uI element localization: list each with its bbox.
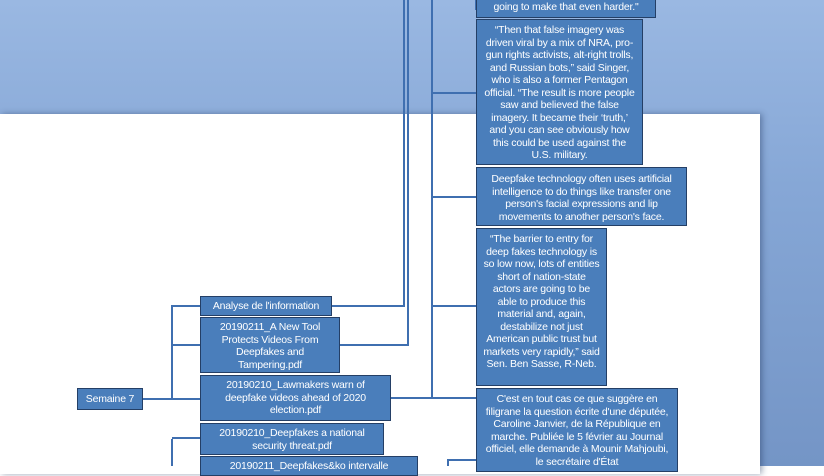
file-node-deepfakes-intervalle[interactable] <box>200 456 418 476</box>
note-node-false-imagery[interactable] <box>476 19 643 165</box>
note-node-deepfake-technology[interactable] <box>476 167 687 226</box>
root-node-label: Semaine 7 <box>85 393 135 405</box>
file-node-label: 20190210_Deepfakes a national security threat.pdf <box>219 427 365 452</box>
note-node-barrier-to-entry[interactable] <box>476 228 607 386</box>
note-node-even-harder[interactable] <box>476 0 656 18</box>
note-node-question-ecrite[interactable] <box>476 388 678 472</box>
root-node-semaine-7[interactable] <box>77 388 143 410</box>
note-node-text: “Then that false imagery was driven viral by a mix of NRA, pro-gun rights activists, alt-right trolls, and Russian bots,” said Singer, who is also a former Pentagon official. “The result is more people saw and believed the false imagery. It became their ‘truth,’ and you can see obviously how this could be used against the U.S. military. <box>484 24 635 161</box>
file-node-new-tool[interactable] <box>200 317 340 373</box>
file-node-national-security[interactable] <box>200 423 384 455</box>
note-node-text: “The barrier to entry for deep fakes technology is so low now, lots of entities short of nation-state actors are going to be able to produce this material and, again, destabilize not just American public trust but markets very rapidly,” said Sen. Ben Sasse, R-Neb. <box>483 233 600 370</box>
file-node-label: Analyse de l'information <box>212 300 320 312</box>
note-node-text: Deepfake technology often uses artificial intelligence to do things like transfer one person's facial expressions and lip movements to another person's face. <box>491 173 672 223</box>
file-node-lawmakers[interactable] <box>200 375 391 421</box>
note-node-text: C'est en tout cas ce que suggère en filigrane la question écrite d'une députée, Caroline Janvier, de la République en marche. Publiée le 5 février au Journal officiel, elle demande à Mounir Mahjoubi, le secrétaire d'État <box>485 393 669 468</box>
note-node-text: going to make that even harder." <box>493 1 639 13</box>
file-node-analyse[interactable] <box>200 296 332 316</box>
file-node-label: 20190210_Lawmakers warn of deepfake videos ahead of 2020 election.pdf <box>225 379 366 416</box>
file-node-label: 20190211_A New Tool Protects Videos From Deepfakes and Tampering.pdf <box>219 321 321 371</box>
file-node-label: 20190211_Deepfakes&ko intervalle <box>229 460 389 472</box>
